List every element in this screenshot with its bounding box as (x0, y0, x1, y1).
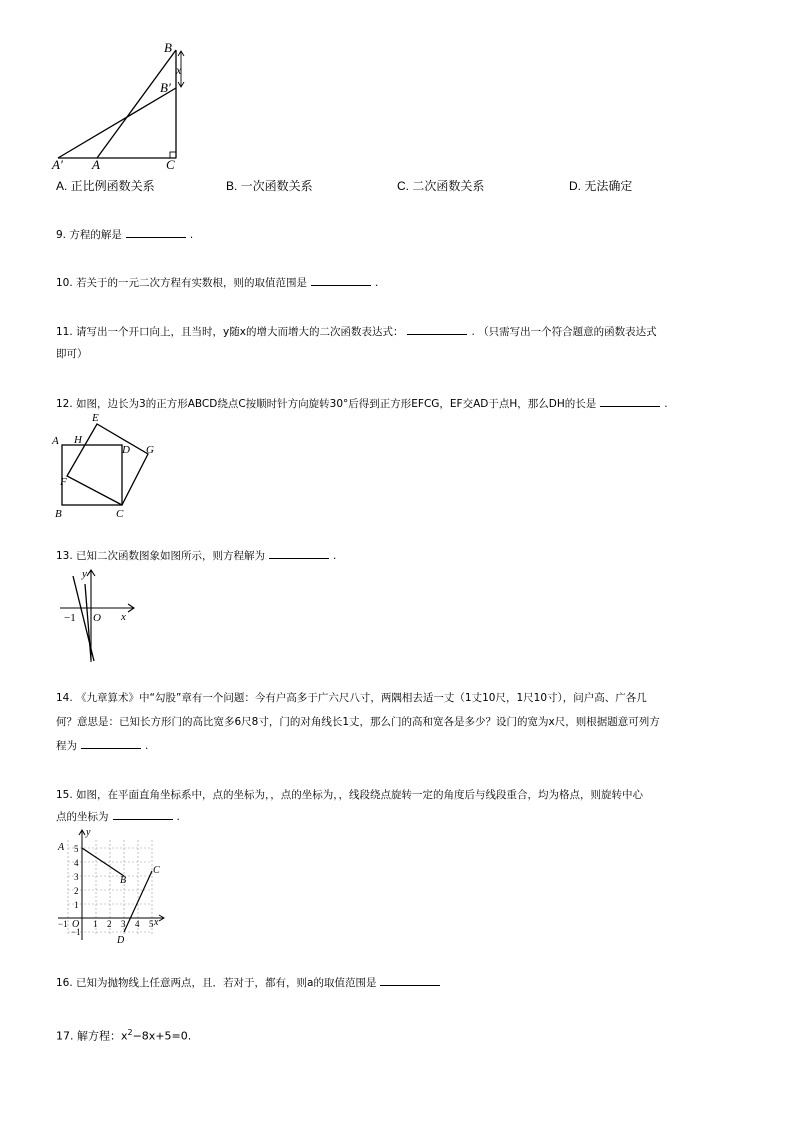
label-B: B (55, 508, 62, 520)
label-C: C (166, 157, 175, 172)
answer-blank (126, 227, 186, 238)
y-tick: 3 (74, 872, 79, 882)
question-17-pre: 17. 解方程：x (56, 1029, 128, 1043)
q12-figure (50, 408, 165, 520)
x-tick-minus-one: −1 (58, 919, 68, 929)
question-17 (56, 1022, 191, 1048)
question-10 (56, 272, 378, 294)
q8-option-a: A. 正比例函数关系 (56, 179, 155, 193)
question-10-text: 10. 若关于的一元二次方程有实数根，则的取值范围是 (56, 277, 308, 289)
question-13-tail: . (333, 550, 337, 562)
label-origin: O (93, 612, 101, 624)
question-13-text: 13. 已知二次函数图象如图所示，则方程解为 (56, 550, 266, 562)
question-15-line1: 15. 如图，在平面直角坐标系中，点的坐标为，，点的坐标为，，线段绕点旋转一定的角度后与线段重合，均为格点，则旋转中心 (56, 789, 644, 801)
question-11-line1: 11. 请写出一个开口向上，且当时，y随x的增大而增大的二次函数表达式： (56, 326, 404, 338)
question-11-tail: . （只需写出一个符合题意的函数表达式 (471, 326, 657, 338)
label-E: E (92, 412, 99, 424)
question-16-text: 16. 已知为抛物线上任意两点，且．若对于，都有，则a的取值范围是 (56, 977, 377, 989)
y-tick: 4 (74, 858, 79, 868)
label-minus-one: −1 (64, 612, 76, 624)
answer-blank (380, 975, 440, 986)
question-17-post: −8x+5=0. (132, 1029, 192, 1043)
label-B-prime: B′ (160, 80, 171, 95)
label-A: A (58, 842, 65, 853)
question-10-tail: . (375, 277, 379, 289)
question-15-tail: . (176, 811, 180, 823)
answer-blank (269, 548, 329, 559)
x-tick: 5 (149, 919, 154, 929)
answer-blank (600, 396, 660, 407)
y-tick: 1 (74, 900, 79, 910)
question-14-line3 (56, 735, 148, 757)
question-14-line1: 14. 《九章算术》中“勾股”章有一个问题：今有户高多于广六尺八寸，两隅相去适一丈（1丈10尺，1尺10寸），问户高、广各几 (56, 692, 647, 704)
question-12-text: 12. 如图，边长为3的正方形ABCD绕点C按顺时针方向旋转30°后得到正方形EFCG，EF交AD于点H，那么DH的长是 (56, 398, 597, 410)
q8-option-d: D. 无法确定 (569, 179, 633, 193)
question-14-line2: 何？意思是：已知长方形门的高比宽多6尺8寸，门的对角线长1丈，那么门的高和宽各是多少？设门的宽为x尺，则根据题意可列方 (56, 716, 660, 728)
label-x: x (154, 917, 159, 928)
label-H: H (74, 434, 82, 446)
answer-blank (81, 738, 141, 749)
answer-blank (311, 275, 371, 286)
question-16 (56, 972, 444, 994)
label-D: D (122, 444, 130, 456)
q15-figure (54, 826, 174, 944)
question-15-line2 (56, 806, 180, 828)
x-tick: 1 (93, 919, 98, 929)
q8-option-c: C. 二次函数关系 (397, 179, 485, 193)
question-15-line2-text: 点的坐标为 (56, 811, 109, 823)
label-A: A (52, 435, 59, 447)
label-A: A (92, 157, 100, 172)
question-11 (56, 321, 657, 343)
label-F: F (60, 476, 67, 488)
label-y: y (82, 568, 87, 580)
x-tick: 4 (135, 919, 140, 929)
label-B: B (120, 875, 127, 886)
question-14-line3-text: 程为 (56, 740, 77, 752)
question-14-tail: . (145, 740, 149, 752)
answer-blank (407, 324, 467, 335)
label-G: G (146, 444, 154, 456)
y-tick: 2 (74, 886, 79, 896)
question-12-tail: . (664, 398, 668, 410)
question-17-exponent: 2 (127, 1028, 133, 1037)
question-9-tail: . (189, 229, 194, 241)
answer-blank (113, 809, 173, 820)
y-tick: −1 (71, 927, 81, 937)
x-tick: 3 (121, 919, 126, 929)
x-tick: 2 (107, 919, 112, 929)
q13-figure (54, 564, 144, 664)
question-9 (56, 224, 193, 246)
label-C: C (116, 508, 124, 520)
q8-option-b: B. 一次函数关系 (226, 179, 313, 193)
label-D: D (117, 935, 125, 944)
question-9-text: 9. 方程的解是 (56, 229, 122, 241)
label-A-prime: A′ (52, 157, 63, 172)
label-x: x (121, 611, 126, 623)
label-y: y (86, 827, 91, 838)
label-B: B (164, 40, 172, 55)
question-11-line2: 即可） (56, 348, 88, 360)
q8-figure (50, 36, 200, 176)
label-C: C (153, 865, 160, 876)
label-x: x (176, 63, 182, 77)
label-origin: O (72, 919, 80, 930)
y-tick: 5 (74, 844, 79, 854)
